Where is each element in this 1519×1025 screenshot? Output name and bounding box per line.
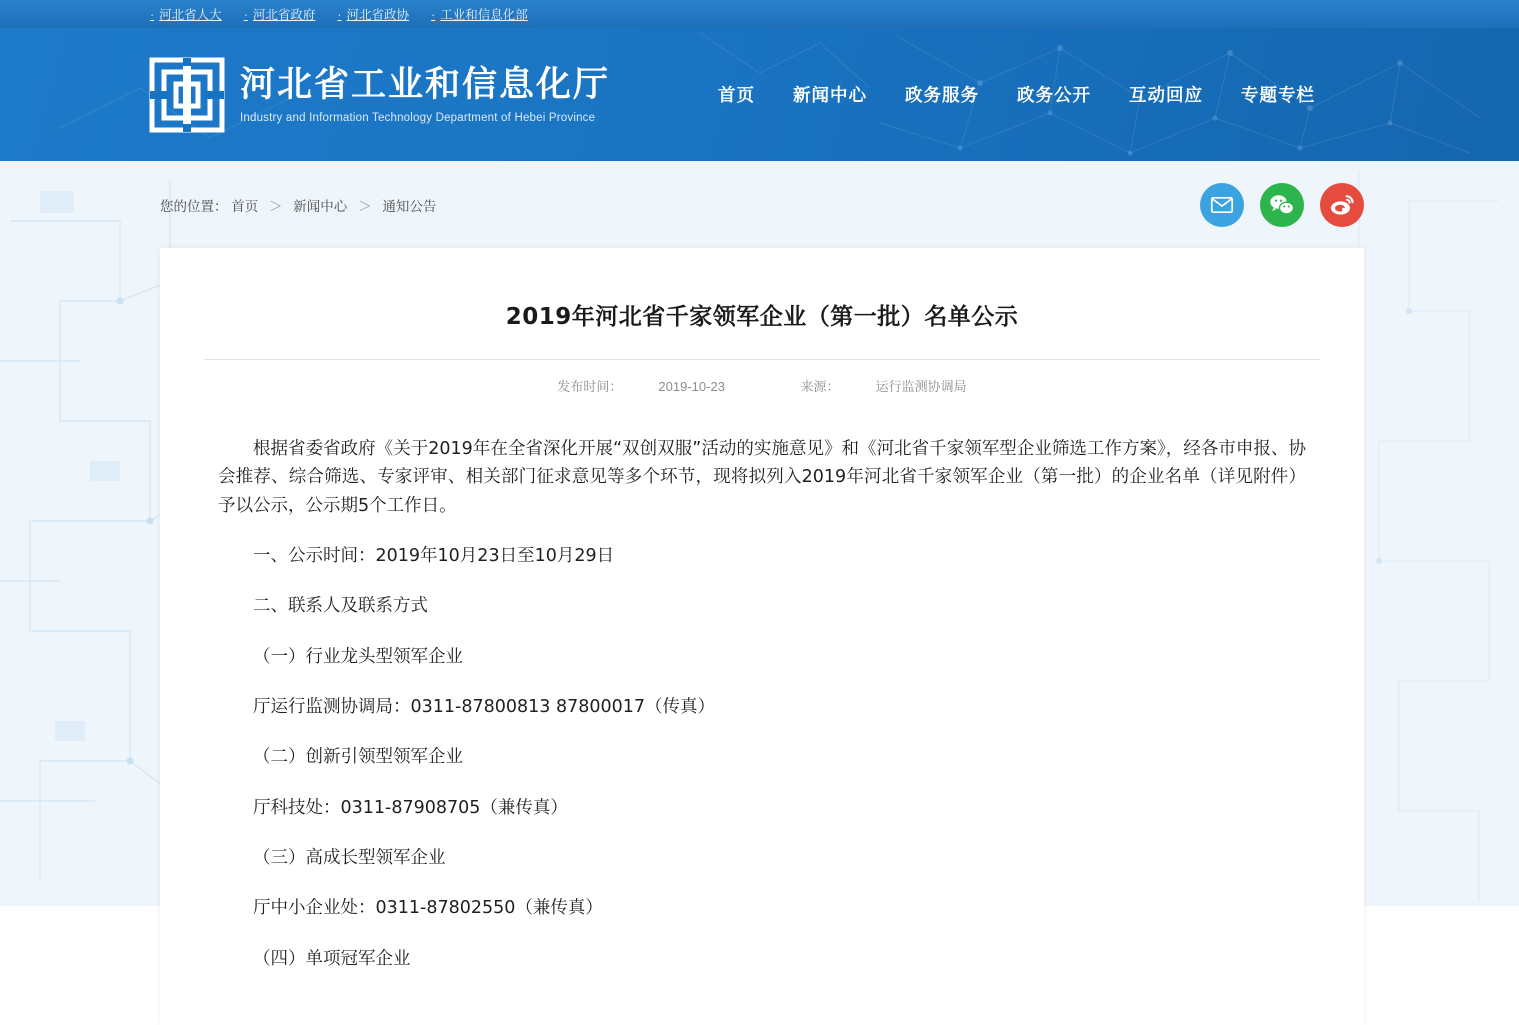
- hebei-maze-logo-icon[interactable]: [150, 58, 224, 132]
- publish-time-label: 发布时间：: [557, 379, 623, 394]
- mail-icon[interactable]: [1200, 183, 1244, 227]
- breadcrumb: [160, 195, 436, 215]
- page-title: 2019年河北省千家领军企业（第一批）名单公示: [505, 304, 1019, 330]
- nav-item-disclosure[interactable]: 政务公开: [1017, 85, 1092, 105]
- article-paragraph-3: 二、联系人及联系方式: [253, 596, 428, 617]
- share-buttons: [1200, 183, 1364, 227]
- article-paragraph-2: 一、公示时间：2019年10月23日至10月29日: [253, 546, 615, 567]
- article-paragraph-9: 厅中小企业处：0311-87802550（兼传真）: [253, 898, 603, 919]
- nav-item-news[interactable]: 新闻中心: [793, 85, 868, 105]
- source-value: 运行监测协调局: [875, 379, 967, 394]
- nav-item-interaction[interactable]: 互动回应: [1129, 85, 1204, 105]
- page-body: [0, 161, 1519, 969]
- article-body: [218, 435, 1306, 973]
- article-paragraph-4: （一）行业龙头型领军企业: [253, 646, 463, 667]
- breadcrumb-row: [0, 161, 1519, 248]
- article-paragraph-1: 根据省委省政府《关于2019年在全省深化开展“双创双服”活动的实施意见》和《河北省千家领军型企业筛选工作方案》，经各市申报、协会推荐、综合筛选、专家评审、相关部门征求意见等多个环节，现将拟列入2019年河北省千家领军企业（第一批）的企业名单（详见附件）予以公示，公示期5个工作日。: [218, 439, 1306, 516]
- article-source: [783, 379, 985, 394]
- source-label: 来源：: [800, 379, 840, 394]
- article-paragraph-6: （二）创新引领型领军企业: [253, 747, 463, 768]
- article-paragraph-5: 厅运行监测协调局：0311-87800813 87800017（传真）: [253, 697, 716, 718]
- breadcrumb-separator-1: ＞: [269, 198, 283, 214]
- article-card: [160, 248, 1364, 1025]
- article-paragraph-10: （四）单项冠军企业: [253, 948, 411, 969]
- site-header: [0, 28, 1519, 161]
- topbar-link-zhengfu[interactable]: · 河北省政府: [244, 5, 316, 23]
- brand-title-en: Industry and Information Technology Department of Hebei Province: [240, 111, 596, 124]
- topbar-link-zhengxie[interactable]: · 河北省政协: [337, 5, 409, 23]
- article-paragraph-8: （三）高成长型领军企业: [253, 848, 446, 869]
- topbar-link-miit[interactable]: · 工业和信息化部: [431, 5, 528, 23]
- wechat-icon[interactable]: [1260, 183, 1304, 227]
- breadcrumb-item-news[interactable]: 新闻中心: [293, 198, 348, 214]
- title-divider: [204, 359, 1320, 360]
- weibo-icon[interactable]: [1320, 183, 1364, 227]
- nav-item-topics[interactable]: 专题专栏: [1241, 85, 1316, 105]
- nav-item-services[interactable]: 政务服务: [905, 85, 980, 105]
- brand-title-cn: 河北省工业和信息化厅: [240, 65, 611, 106]
- publish-time: [539, 379, 743, 394]
- breadcrumb-prefix: 您的位置：: [160, 198, 228, 214]
- article-meta: [218, 376, 1306, 395]
- top-utility-bar: [0, 0, 1519, 28]
- site-brand[interactable]: [240, 65, 610, 123]
- breadcrumb-item-home[interactable]: 首页: [231, 198, 259, 214]
- breadcrumb-item-notice[interactable]: 通知公告: [382, 198, 437, 214]
- publish-time-value: 2019-10-23: [658, 379, 725, 394]
- main-navigation: [718, 82, 1315, 107]
- topbar-link-renda[interactable]: · 河北省人大: [150, 5, 222, 23]
- breadcrumb-separator-2: ＞: [358, 198, 372, 214]
- nav-item-home[interactable]: 首页: [718, 85, 756, 105]
- article-paragraph-7: 厅科技处：0311-87908705（兼传真）: [253, 797, 568, 818]
